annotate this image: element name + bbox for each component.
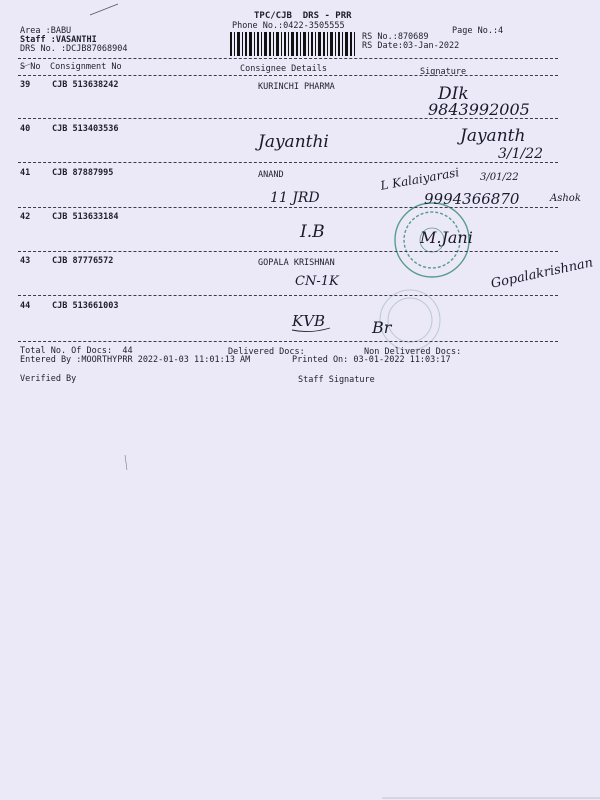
handwritten-signature: Jayanth: [460, 126, 526, 146]
row-sno: 44: [20, 301, 31, 311]
row-divider: [18, 295, 558, 296]
row-sno: 39: [20, 80, 31, 90]
handwritten-date: 3/01/22: [480, 172, 519, 183]
row-sno: 40: [20, 124, 31, 134]
row-divider: [18, 207, 558, 208]
handwritten-note: 11 JRD: [270, 190, 320, 206]
row-consignment: CJB 87776572: [52, 256, 114, 266]
row-consignment: CJB 513403536: [52, 124, 119, 134]
drs-number: DRS No. :DCJB87068904: [20, 44, 128, 54]
col-header-consignment: Consignment No: [50, 62, 122, 72]
row-consignee: KURINCHI PHARMA: [258, 82, 335, 92]
handwritten-note: CN-1K: [295, 274, 339, 289]
phone-number: Phone No.:0422-3505555: [232, 21, 345, 31]
row-sno: 43: [20, 256, 31, 266]
divider: [18, 58, 558, 59]
barcode: [230, 32, 355, 56]
row-consignment: CJB 513661003: [52, 301, 119, 311]
row-consignee: GOPALA KRISHNAN: [258, 258, 335, 268]
row-divider: [18, 118, 558, 119]
row-divider: [18, 341, 558, 342]
staff-signature-label: Staff Signature: [298, 375, 375, 385]
row-consignment: CJB 513638242: [52, 80, 119, 90]
document-title: TPC/CJB DRS - PRR: [254, 11, 352, 21]
staff-label: Staff :VASANTHI: [20, 35, 97, 45]
verified-by: Verified By: [20, 374, 77, 384]
col-header-consignee: Consignee Details: [240, 64, 327, 74]
handwritten-signature: DIk: [438, 84, 469, 104]
handwritten-name: Jayanthi: [258, 132, 329, 152]
page-number: Page No.:4: [452, 26, 504, 36]
row-consignee: ANAND: [258, 170, 284, 180]
handwritten-signature: M.Jani: [420, 228, 473, 247]
col-header-signature: Signature: [420, 67, 467, 77]
printed-on: Printed On: 03-01-2022 11:03:17: [292, 355, 451, 365]
row-consignment: CJB 513633184: [52, 212, 119, 222]
non-delivered-docs: Non Delivered Docs:: [364, 347, 462, 357]
handwritten-phone: 9994366870: [424, 190, 520, 208]
delivered-docs: Delivered Docs:: [228, 347, 305, 357]
handwritten-signature: Br: [372, 318, 392, 337]
divider: [18, 75, 558, 76]
handwritten-tail: Ashok: [550, 193, 581, 204]
handwritten-note: KVB: [292, 312, 326, 330]
handwritten-phone: 9843992005: [428, 100, 530, 119]
rs-number: RS No.:870689: [362, 32, 429, 42]
row-sno: 41: [20, 168, 31, 178]
total-docs: Total No. Of Docs: 44: [20, 346, 133, 356]
entered-by: Entered By :MOORTHYPRR 2022-01-03 11:01:13 AM: [20, 355, 251, 365]
handwritten-signature: L Kalaiyarasi: [379, 165, 461, 193]
row-divider: [18, 162, 558, 163]
row-consignment: CJB 87887995: [52, 168, 114, 178]
col-header-sno: S No: [20, 62, 41, 72]
handwritten-date: 3/1/22: [498, 146, 544, 162]
row-divider: [18, 251, 558, 252]
rs-date: RS Date:03-Jan-2022: [362, 41, 460, 51]
area-label: Area :BABU: [20, 26, 72, 36]
row-sno: 42: [20, 212, 31, 222]
handwritten-note: I.B: [300, 222, 325, 242]
handwritten-signature: Gopalakrishnan: [489, 255, 595, 292]
